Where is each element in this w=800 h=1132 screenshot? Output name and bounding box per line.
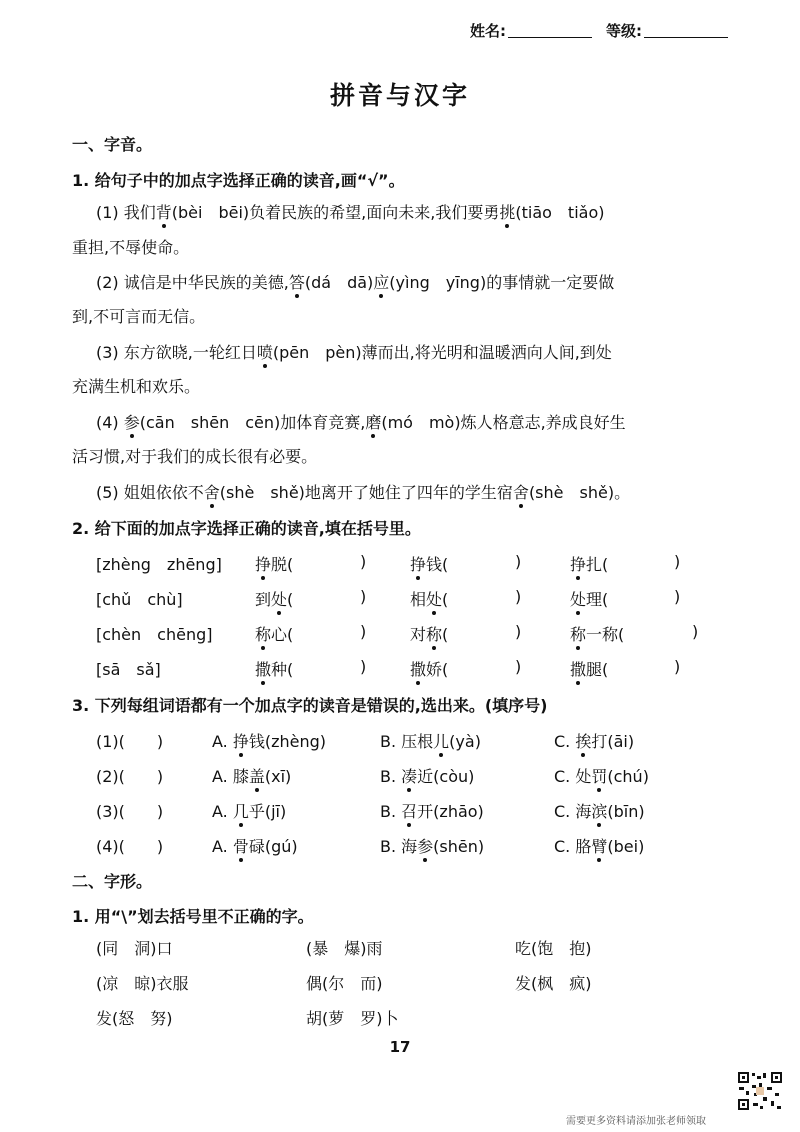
q2-row-1-close-3: ) — [674, 552, 681, 571]
s2-q1-prompt: 1. 用“\”划去括号里不正确的字。 — [72, 907, 314, 926]
q3-row-3-option-a: A. 几乎(jī) — [212, 799, 286, 822]
q2-row-3-close-3: ) — [692, 622, 699, 641]
name-label: 姓名: — [470, 22, 506, 40]
q1-sentence-1-cont: 重担,不辱使命。 — [72, 238, 190, 257]
s2-item-5: 偶(尔 而) — [306, 974, 383, 993]
q2-row-4-word-2: 撒娇( — [410, 657, 448, 680]
q2-row-4-word-3: 撒腿( — [570, 657, 608, 680]
q2-row-2-word-2: 相处( — [410, 587, 448, 610]
q3-row-3-number: (3)( ) — [96, 802, 164, 821]
q2-prompt: 2. 给下面的加点字选择正确的读音,填在括号里。 — [72, 519, 421, 538]
section-1-heading: 一、字音。 — [72, 135, 153, 154]
s2-item-6: 发(枫 疯) — [515, 974, 592, 993]
q3-row-2-option-c: C. 处罚(chú) — [554, 764, 649, 787]
q1-sentence-4: (4) 参(cān shēn cēn)加体育竞赛,磨(mó mò)炼人格意志,养成良好生 — [96, 410, 626, 433]
q3-row-4-option-a: A. 骨碌(gú) — [212, 834, 298, 857]
grade-field — [606, 20, 728, 41]
s2-item-8: 胡(萝 罗)卜 — [306, 1009, 399, 1028]
q1-sentence-1: (1) 我们背(bèi bēi)负着民族的希望,面向未来,我们要勇挑(tiāo tiǎo) — [96, 200, 604, 223]
q3-row-3-option-b: B. 召开(zhāo) — [380, 799, 484, 822]
q3-row-2-option-b: B. 凑近(còu) — [380, 764, 474, 787]
q3-row-1-option-b: B. 压根儿(yà) — [380, 729, 481, 752]
s2-item-1: (同 洞)口 — [96, 939, 173, 958]
qr-code-icon — [737, 1071, 783, 1111]
footer-note: 需要更多资料请添加张老师领取 — [566, 1116, 706, 1127]
q1-prompt: 1. 给句子中的加点字选择正确的读音,画“√”。 — [72, 171, 405, 190]
s2-item-2: (暴 爆)雨 — [306, 939, 383, 958]
q3-row-4-option-b: B. 海参(shēn) — [380, 834, 484, 857]
s2-item-7: 发(怒 努) — [96, 1009, 173, 1028]
q2-row-2-close-2: ) — [515, 587, 522, 606]
q2-row-3-word-1: 称心( — [255, 622, 293, 645]
q2-row-1-word-3: 挣扎( — [570, 552, 608, 575]
q1-sentence-3: (3) 东方欲晓,一轮红日喷(pēn pèn)薄而出,将光明和温暖洒向人间,到处 — [96, 340, 612, 363]
section-2-heading: 二、字形。 — [72, 872, 153, 891]
q2-row-2-pinyin: [chǔ chù] — [96, 590, 183, 609]
s2-item-3: 吃(饱 抱) — [515, 939, 592, 958]
q2-row-3-word-3: 称一称( — [570, 622, 624, 645]
q3-row-4-number: (4)( ) — [96, 837, 164, 856]
name-blank[interactable] — [508, 37, 592, 38]
page-number: 17 — [389, 1038, 411, 1056]
q3-row-1-option-a: A. 挣钱(zhèng) — [212, 729, 326, 752]
q2-row-4-close-1: ) — [360, 657, 367, 676]
q3-row-2-option-a: A. 膝盖(xī) — [212, 764, 291, 787]
q3-row-1-number: (1)( ) — [96, 732, 164, 751]
q3-prompt: 3. 下列每组词语都有一个加点字的读音是错误的,选出来。(填序号) — [72, 696, 548, 715]
q2-row-2-close-3: ) — [674, 587, 681, 606]
q2-row-3-close-2: ) — [515, 622, 522, 641]
q2-row-1-close-1: ) — [360, 552, 367, 571]
q3-row-1-option-c: C. 挨打(āi) — [554, 729, 634, 752]
page-title: 拼音与汉字 — [329, 81, 470, 110]
q2-row-2-word-3: 处理( — [570, 587, 608, 610]
q2-row-2-close-1: ) — [360, 587, 367, 606]
q3-row-3-option-c: C. 海滨(bīn) — [554, 799, 645, 822]
q2-row-2-word-1: 到处( — [255, 587, 293, 610]
q2-row-1-word-2: 挣钱( — [410, 552, 448, 575]
grade-label: 等级: — [606, 22, 642, 40]
q2-row-4-word-1: 撒种( — [255, 657, 293, 680]
q2-row-4-close-2: ) — [515, 657, 522, 676]
q1-sentence-2-cont: 到,不可言而无信。 — [72, 307, 206, 326]
s2-item-4: (凉 晾)衣服 — [96, 974, 189, 993]
name-field — [470, 20, 592, 41]
q2-row-1-pinyin: [zhèng zhēng] — [96, 555, 222, 574]
q2-row-1-word-1: 挣脱( — [255, 552, 293, 575]
q1-sentence-3-cont: 充满生机和欢乐。 — [72, 377, 201, 396]
q3-row-4-option-c: C. 胳臂(bei) — [554, 834, 644, 857]
grade-blank[interactable] — [644, 37, 728, 38]
q1-sentence-4-cont: 活习惯,对于我们的成长很有必要。 — [72, 447, 318, 466]
q2-row-4-close-3: ) — [674, 657, 681, 676]
q2-row-1-close-2: ) — [515, 552, 522, 571]
q3-row-2-number: (2)( ) — [96, 767, 164, 786]
q1-sentence-2: (2) 诚信是中华民族的美德,答(dá dā)应(yìng yīng)的事情就一定要做 — [96, 270, 614, 293]
q2-row-3-pinyin: [chèn chēng] — [96, 625, 213, 644]
q1-sentence-5: (5) 姐姐依依不舍(shè shě)地离开了她住了四年的学生宿舍(shè shě)。 — [96, 480, 630, 503]
q2-row-3-close-1: ) — [360, 622, 367, 641]
q2-row-4-pinyin: [sā sǎ] — [96, 660, 161, 679]
q2-row-3-word-2: 对称( — [410, 622, 448, 645]
